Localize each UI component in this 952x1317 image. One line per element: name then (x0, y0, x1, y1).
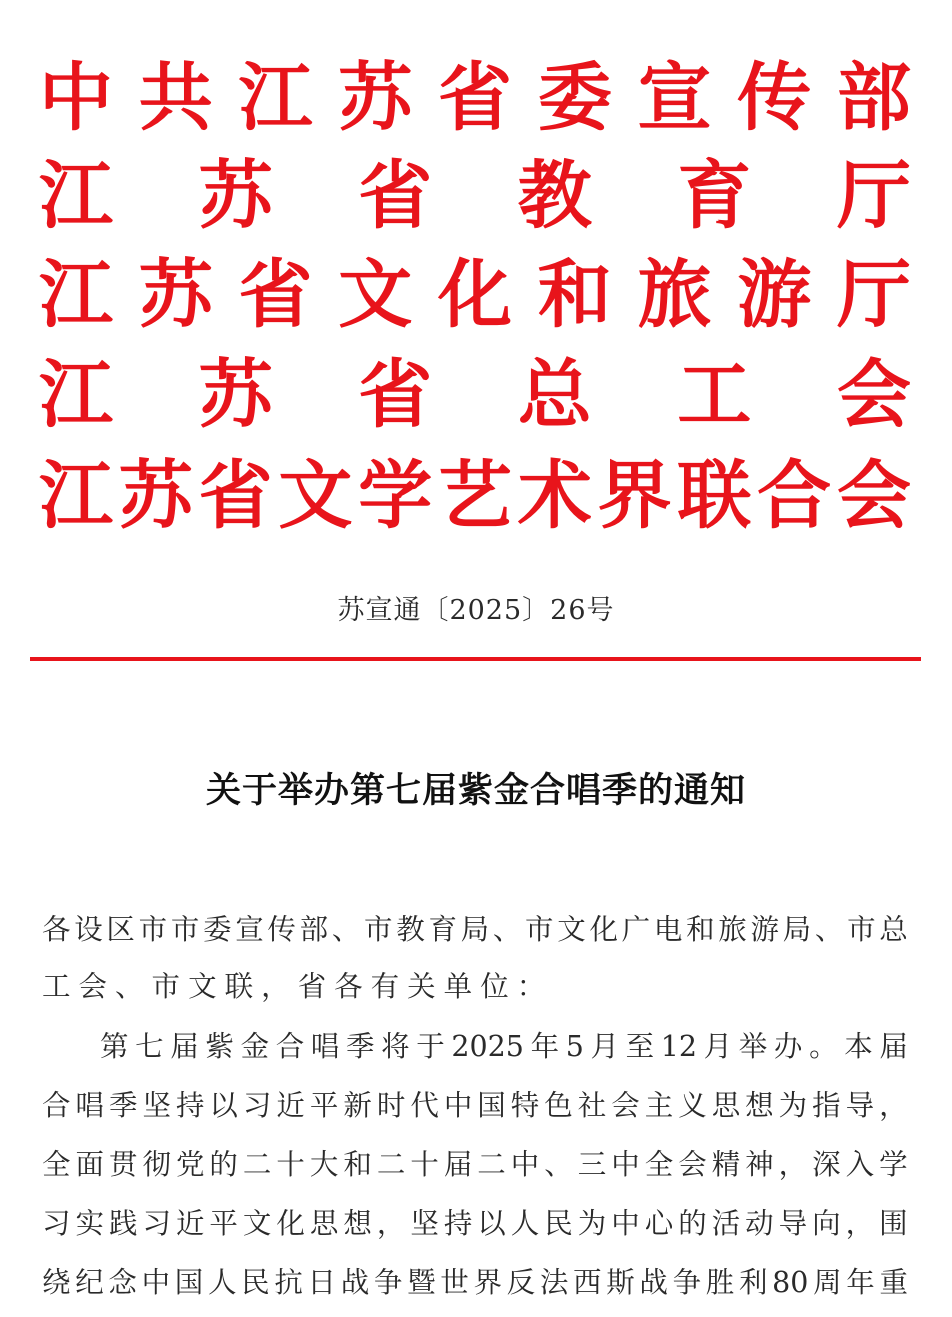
body-text-line: 绕 纪 念 中 国 人 民 抗 日 战 争 暨 世 界 反 法 西 斯 战 争 胜 利 80 周 年 重 (42, 1266, 908, 1299)
body-text-line: 工 会 、 市 文 联 ， 省 各 有 关 单 位 ： (42, 970, 554, 1003)
header-authority-line: 江 苏 省 文 学 艺 术 界 联 合 会 (39, 453, 911, 539)
red-divider-line (30, 657, 921, 661)
body-text-line: 全 面 贯 彻 党 的 二 十 大 和 二 十 届 二 中 、 三 中 全 会 精 神 ， 深 入 学 (42, 1148, 908, 1181)
body-text-line: 第 七 届 紫 金 合 唱 季 将 于 2025 年 5 月 至 12 月 举 办 。 本 届 (100, 1030, 908, 1063)
header-authority-line: 江 苏 省 总 工 会 (39, 352, 911, 438)
document-number: 苏宣通〔2025〕26号 (337, 595, 615, 626)
body-text-line: 各 设 区 市 市 委 宣 传 部 、 市 教 育 局 、 市 文 化 广 电 和 旅 游 局 、 市 总 (42, 913, 908, 946)
document-title: 关于举办第七届紫金合唱季的通知 (205, 770, 746, 811)
header-authority-line: 江 苏 省 教 育 厅 (39, 153, 911, 239)
body-text-line: 习 实 践 习 近 平 文 化 思 想 ， 坚 持 以 人 民 为 中 心 的 活 动 导 向 ， 围 (42, 1207, 908, 1240)
header-authority-line: 中 共 江 苏 省 委 宣 传 部 (39, 55, 911, 141)
header-authority-line: 江 苏 省 文 化 和 旅 游 厅 (39, 252, 911, 338)
body-text-line: 合 唱 季 坚 持 以 习 近 平 新 时 代 中 国 特 色 社 会 主 义 思 想 为 指 导 ， (42, 1089, 908, 1122)
